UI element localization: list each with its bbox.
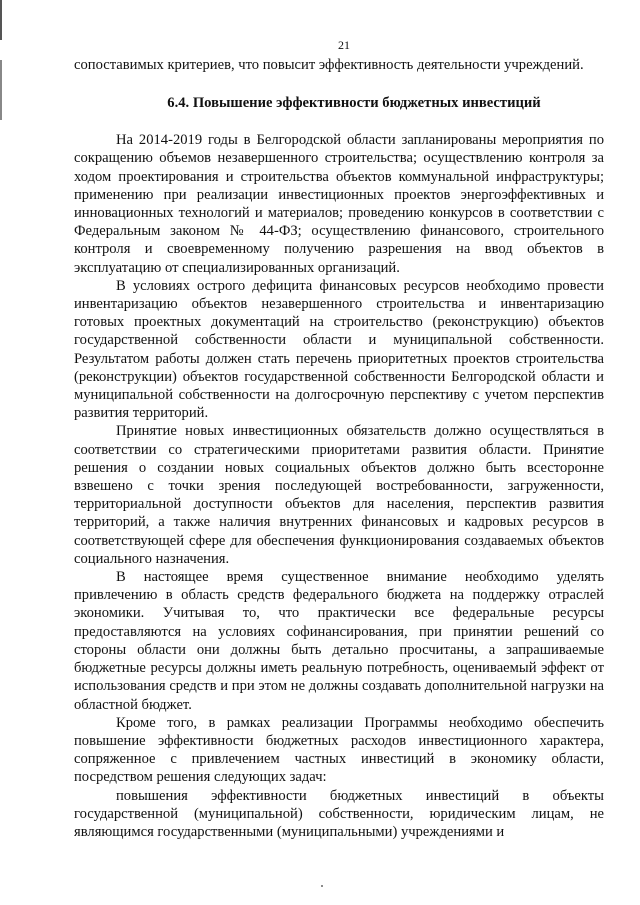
paragraph-6: повышения эффективности бюджетных инвестиций в объекты государственной (муниципальной) собственности, юридическим лицам, не являющимся государственными (муниципальными) учреждениями и (74, 787, 604, 840)
paragraph-3: Принятие новых инвестиционных обязательств должно осуществляться в соответствии со стратегическими приоритетами развития области. Принятие решения о создании новых социальных объектов должно быть всесторонне взвешено с точки зрения последующей востребованности, загруженности, территориальной доступности объектов для населения, перспектив развития территорий, а также наличия внутренних финансовых и кадровых ресурсов в соответствующей сфере для обеспечения функционирования создаваемых объектов социального назначения. (74, 423, 604, 567)
paragraph-5: Кроме того, в рамках реализации Программы необходимо обеспечить повышение эффективности бюджетных расходов инвестиционного характера, сопряженное с привлечением частных инвестиций в экономику области, посредством решения следующих задач: (74, 714, 604, 786)
scan-dot (321, 885, 323, 887)
scan-edge-mark (0, 60, 2, 120)
intro-paragraph: сопоставимых критериев, что повысит эффективность деятельности учреждений. (74, 57, 584, 73)
document-page (74, 38, 604, 841)
section-heading: 6.4. Повышение эффективности бюджетных инвестиций (167, 95, 541, 112)
paragraph-4: В настоящее время существенное внимание необходимо уделять привлечению в область средств федерального бюджета на поддержку отраслей экономики. Учитывая то, что практически все федеральные ресурсы предоставляются на условиях софинансирования, при принятии решений со стороны области они должны быть детально просчитаны, а запрашиваемые бюджетные ресурсы должны иметь реальную потребность, оцениваемый эффект от использования средств и при этом не должны создавать дополнительной нагрузки на областной бюджет. (74, 569, 604, 713)
paragraph-1: На 2014-2019 годы в Белгородской области запланированы мероприятия по сокращению объемов незавершенного строительства; осуществлению контроля за ходом проектирования и строительства объектов коммунальной инфраструктуры; применению при реализации инвестиционных проектов энергоэффективных и инновационных технологий и материалов; проведению конкурсов в соответствии с Федеральным законом № 44-ФЗ; осуществлению финансового, строительного контроля и своевременному получению разрешения на ввод объектов в эксплуатацию от специализированных организаций. (74, 132, 604, 276)
scan-edge-mark (0, 0, 2, 40)
paragraph-2: В условиях острого дефицита финансовых ресурсов необходимо провести инвентаризацию объектов незавершенного строительства и инвентаризацию готовых проектных документаций на строительство (реконструкцию) объектов государственной собственности области и муниципальной собственности. Результатом работы должен стать перечень приоритетных проектов строительства (реконструкции) объектов государственной собственности Белгородской области и муниципальной собственности на долгосрочную перспективу с учетом перспектив развития территорий. (74, 277, 604, 422)
page-number: 21 (338, 38, 350, 52)
